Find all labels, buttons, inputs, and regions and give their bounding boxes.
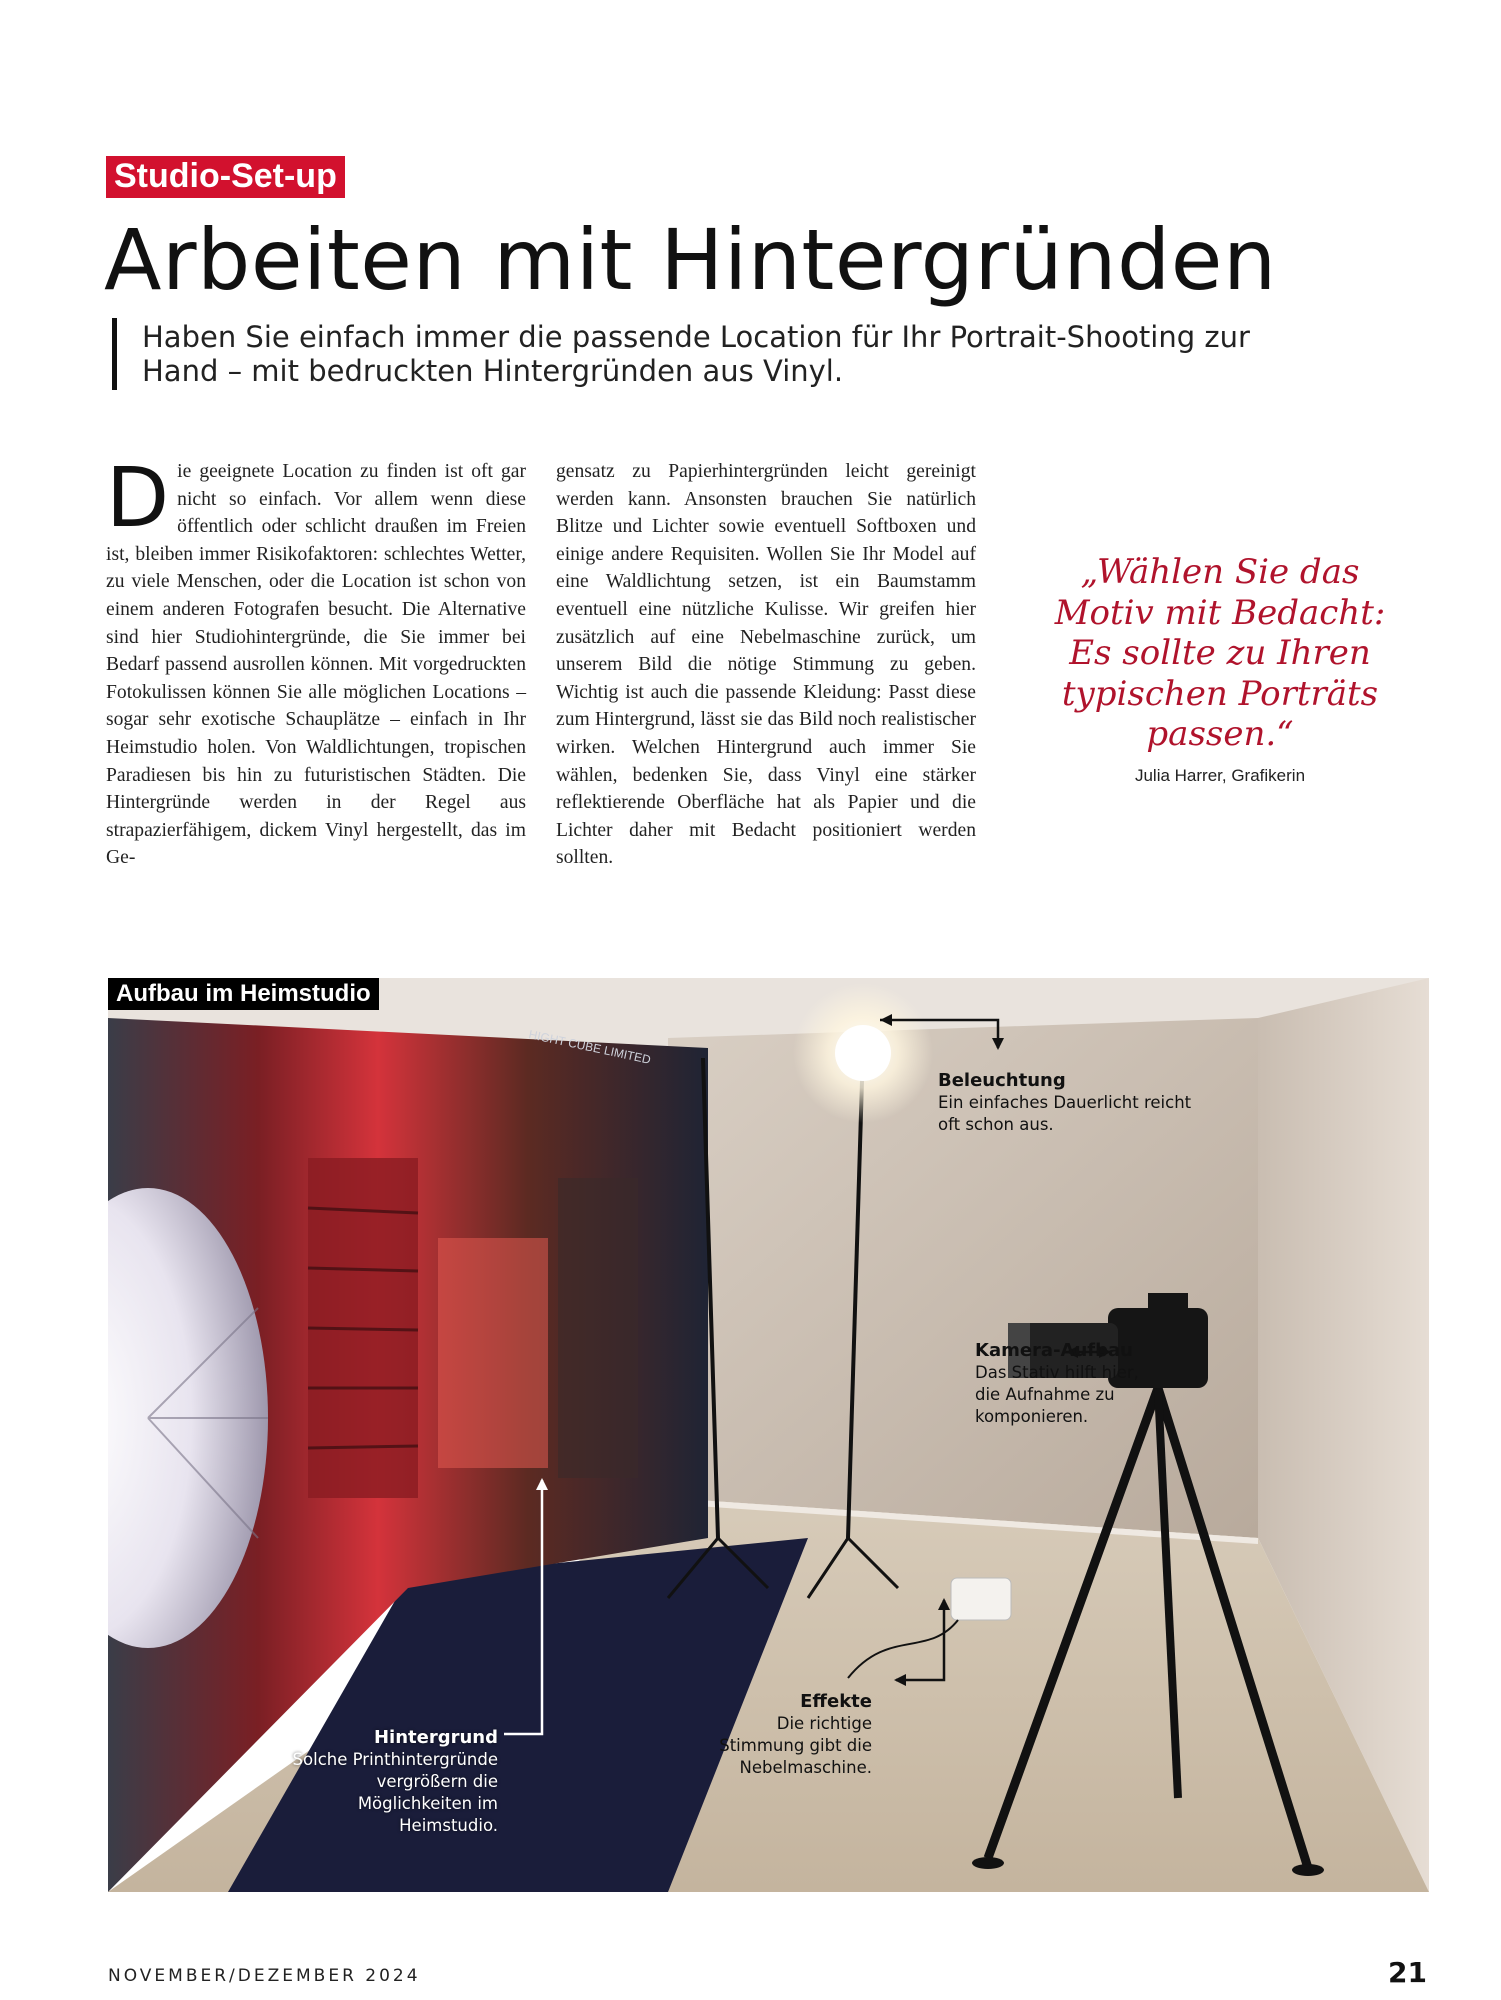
caption-camera-title: Kamera-Aufbau	[975, 1340, 1133, 1361]
caption-lighting-title: Beleuchtung	[938, 1070, 1066, 1091]
caption-effects	[706, 1691, 872, 1779]
caption-background-text: Solche Printhintergründe vergrößern die Möglichkeiten im Heimstudio.	[292, 1750, 498, 1835]
caption-effects-title: Effekte	[800, 1691, 872, 1712]
caption-lighting-text: Ein einfaches Dauerlicht reicht oft schon aus.	[938, 1093, 1192, 1134]
caption-camera-text: Das Stativ hilft hier, die Aufnahme zu komponieren.	[975, 1363, 1139, 1426]
issue-date: NOVEMBER/DEZEMBER 2024	[108, 1966, 421, 1986]
pull-quote-author: Julia Harrer, Grafikerin	[1134, 766, 1306, 785]
caption-background-title: Hintergrund	[373, 1727, 498, 1748]
caption-effects-text: Die richtige Stimmung gibt die Nebelmaschine.	[719, 1714, 872, 1777]
page-title: Arbeiten mit Hintergründen	[104, 211, 1277, 309]
pull-quote: „Wählen Sie das Motiv mit Bedacht: Es sollte zu Ihren typischen Porträts passen.“	[1054, 552, 1386, 754]
body-column-1	[106, 451, 526, 872]
deck-rule	[112, 318, 117, 390]
article-deck: Haben Sie einfach immer die passende Location für Ihr Portrait-Shooting zur Hand – mit bedruckten Hintergründen aus Vinyl.	[142, 320, 1250, 388]
photo-label: Aufbau im Heimstudio	[108, 978, 379, 1010]
drop-cap: D	[106, 451, 170, 546]
backdrop-print-text: HIGHT CUBE LIMITED	[527, 1027, 653, 1067]
section-kicker: Studio-Set-up	[106, 156, 345, 198]
caption-camera	[975, 1340, 1145, 1428]
caption-lighting	[938, 1070, 1198, 1136]
caption-background	[270, 1727, 498, 1837]
body-text-1: ie geeignete Location zu finden ist oft gar nicht so einfach. Vor allem wenn diese öffentlich oder schlicht draußen im Freien ist, bleiben immer Risikofaktoren: schlechtes Wetter, zu viele Menschen, oder die Location ist schon von einem anderen Fotografen besucht. Die Alternative sind hier Studiohintergründe, die Sie immer bei Bedarf passend ausrollen können. Mit vorgedruckten Fotokulissen können Sie alle möglichen Locations – sogar sehr exotische Schauplätze – einfach in Ihr Heimstudio holen. Von Waldlichtungen, tropischen Paradiesen bis hin zu futuristischen Städten. Die Hintergründe werden in der Regel aus strapazierfähigem, dickem Vinyl hergestellt, das im Ge-	[106, 461, 526, 869]
page-number: 21	[1388, 1956, 1427, 1989]
body-column-2: gensatz zu Papierhintergründen leicht gereinigt werden kann. Ansonsten brauchen Sie natürlich Blitze und Lichter sowie eventuell Softboxen und einige andere Requisiten. Wollen Sie Ihr Model auf eine Waldlichtung setzen, ist ein Baumstamm eventuell eine nützliche Kulisse. Wir greifen hier zusätzlich auf eine Nebelmaschine zurück, um unserem Bild die nötige Stimmung zu geben. Wichtig ist auch die passende Kleidung: Passt diese zum Hintergrund, lässt sie das Bild noch realistischer wirken. Welchen Hintergrund auch immer Sie wählen, bedenken Sie, dass Vinyl eine stärker reflektierende Oberfläche hat als Papier und die Lichter daher mit Bedacht positioniert werden sollten.	[556, 461, 976, 869]
